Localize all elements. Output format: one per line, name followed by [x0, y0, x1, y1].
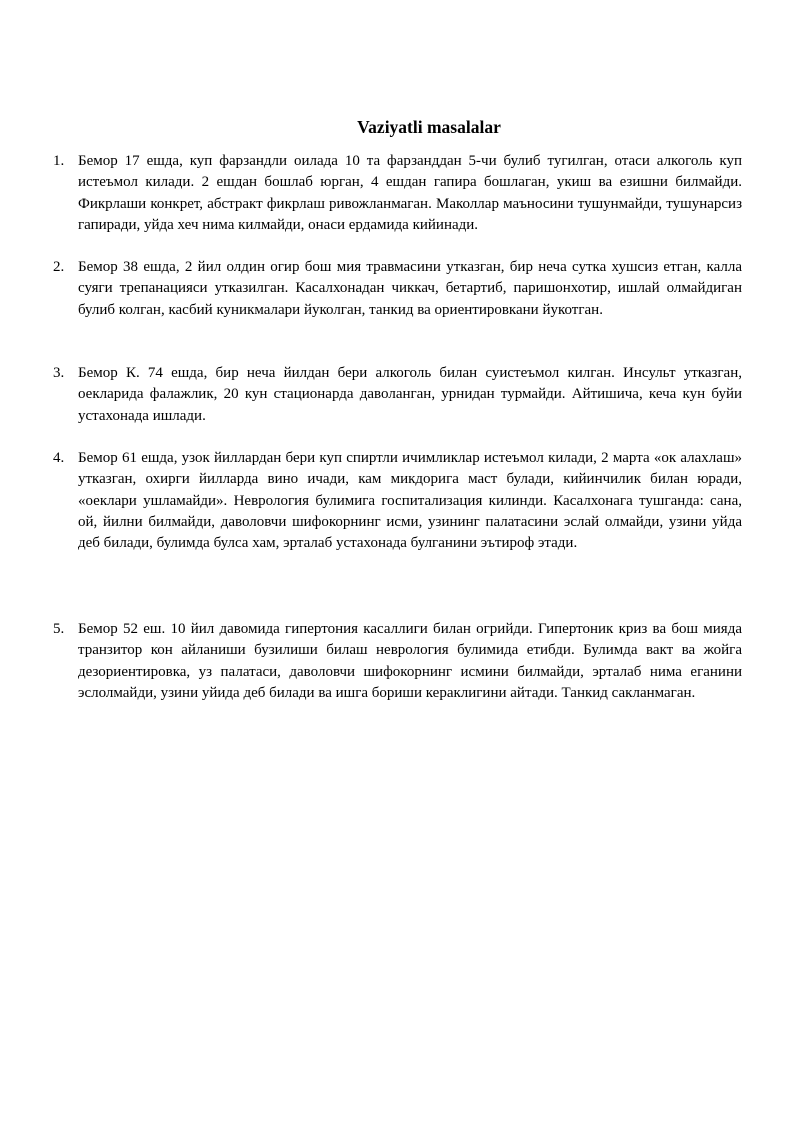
list-item-text: Бемор 61 ешда, узок йиллардан бери куп спиртли ичимликлар истеъмол килади, 2 марта «ок алахлаш» утказган, охирги йилларда вино ичади, кам микдорига маст булади, кийинчилик билан юради, «оеклари ушламайди». Неврология булимига госпитализация килинди. Касалхонага тушганда: сана, ой, йилни билмайди, даволовчи шифокорнинг исми, узининг палатасини эслай олмайди, узини уйда деб билади, булимда булса хам, эрталаб устахонада булганини эътироф этади. — [78, 450, 742, 552]
list-item-number: 4. — [53, 450, 65, 466]
list-item-text: Бемор 17 ешда, куп фарзандли оилада 10 та фарзанддан 5-чи булиб тугилган, отаси алкоголь куп истеъмол килади. 2 ешдан бошлаб юрган, 4 ешдан гапира бошлаган, укиш ва езишни билмайди. Фикрлаши конкрет, абстракт фикрлаш ривожланмаган. Маколлар маъносини тушунмайди, тушунарсиз гапиради, уйда хеч нима килмайди, онаси ердамида кийинади. — [78, 153, 742, 233]
list-item-number: 3. — [53, 365, 65, 381]
list-item — [53, 257, 742, 321]
list-item-number: 5. — [53, 621, 65, 637]
list-item — [53, 619, 742, 704]
list-item-text: Бемор 38 ешда, 2 йил олдин огир бош мия травмасини утказган, бир неча сутка хушсиз етган, калла суяги трепанацияси утказилган. Касалхонадан чиккач, бетартиб, паришонхотир, ишлай олмайдиган булиб колган, касбий куникмалари йуколган, танкид ва ориентировкани йукотган. — [78, 259, 742, 318]
list-item-number: 2. — [53, 259, 65, 275]
list-item — [53, 448, 742, 554]
list-item — [53, 151, 742, 236]
list-item-number: 1. — [53, 153, 65, 169]
list-item — [53, 363, 742, 427]
list-item-text: Бемор К. 74 ешда, бир неча йилдан бери алкоголь билан суистеъмол килган. Инсульт утказган, оекларида фалажлик, 20 кун стационарда даволанган, урнидан турмайди. Айтишича, кеча кун буйи устахонада ишлади. — [78, 365, 742, 424]
document-title: Vaziyatli masalalar — [357, 117, 501, 137]
list-item-text: Бемор 52 еш. 10 йил давомида гипертония касаллиги билан огрийди. Гипертоник криз ва бош мияда транзитор кон айланиши бузилиши билаш неврология булимида етибди. Булимда вакт ва жойга дезориентировка, уз палатаси, даволовчи шифокорнинг исмини билмайди, эрталаб нима еганини эслолмайди, узини уйида деб билади ва ишга бориши кераклигини айтади. Танкид сакланмаган. — [78, 621, 742, 701]
